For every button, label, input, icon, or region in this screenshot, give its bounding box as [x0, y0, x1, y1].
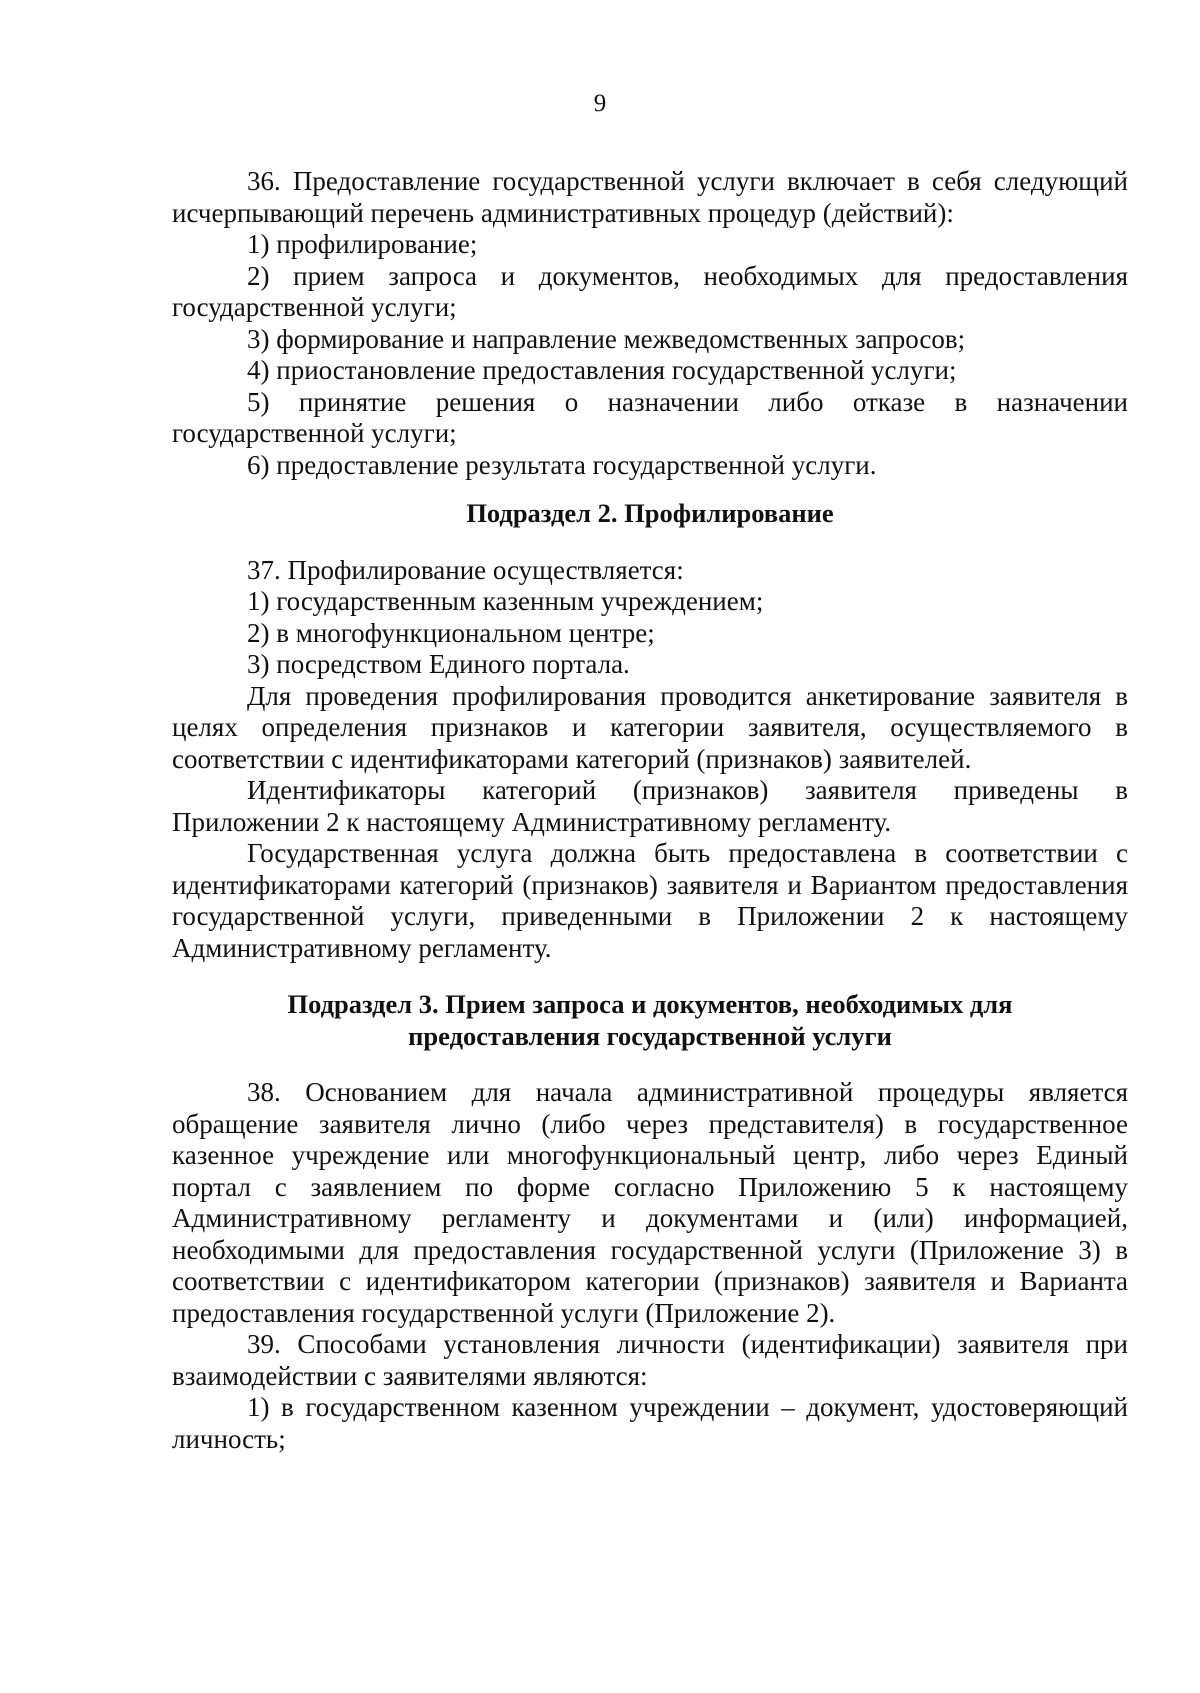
- list-item: 4) приостановление предоставления государственной услуги;: [247, 355, 957, 385]
- subsection-3-heading-line-1: Подраздел 3. Прием запроса и документов, необходимых для: [287, 989, 1013, 1019]
- subsection-2-heading: Подраздел 2. Профилирование: [466, 498, 834, 528]
- paragraph: Для проведения профилирования проводится анкетирование заявителя в целях определения признаков и категории заявителя, осуществляемого в соответствии с идентификаторами категорий (признаков) заявителей.: [172, 680, 1128, 774]
- list-item: 3) формирование и направление межведомственных запросов;: [247, 323, 966, 354]
- list-item: 1) в государственном казенном учреждении – документ, удостоверяющий личность;: [172, 1392, 1128, 1454]
- list-item: 1) профилирование;: [247, 229, 478, 259]
- paragraph: Идентификаторы категорий (признаков) заявителя приведены в Приложении 2 к настоящему Административному регламенту.: [172, 775, 1128, 837]
- paragraph-36: 36. Предоставление государственной услуги включает в себя следующий исчерпывающий перечень административных процедур (действий):: [172, 166, 1128, 228]
- spacer: [172, 481, 1128, 498]
- spacer: [172, 1052, 1128, 1077]
- page-number: 9: [593, 90, 607, 117]
- paragraph: Государственная услуга должна быть предоставлена в соответствии с идентификаторами категорий (признаков) заявителя и Вариантом предоставления государственной услуги, приведенными в Приложении 2 к настоящему Административному регламенту.: [172, 838, 1128, 963]
- paragraph-38: 38. Основанием для начала административной процедуры является обращение заявителя лично (либо через представителя) в государственное казенное учреждение или многофункциональный центр, либо через Единый портал с заявлением по форме согласно Приложению 5 к настоящему Административному регламенту и документами и (или) информацией, необходимыми для предоставления государственной услуги (Приложение 3) в соответствии с идентификатором категории (признаков) заявителя и Варианта предоставления государственной услуги (Приложение 2).: [172, 1077, 1128, 1328]
- paragraph-39: 39. Способами установления личности (идентификации) заявителя при взаимодействии с заявителями являются:: [172, 1329, 1128, 1391]
- list-item: 3) посредством Единого портала.: [247, 649, 630, 679]
- spacer: [172, 530, 1128, 555]
- list-item: 2) прием запроса и документов, необходимых для предоставления государственной услуги;: [172, 260, 1128, 322]
- document-body: [172, 166, 1128, 1455]
- spacer: [172, 964, 1128, 989]
- list-item: 2) в многофункциональном центре;: [247, 617, 655, 648]
- subsection-3-heading-line-2: предоставления государственной услуги: [408, 1020, 892, 1051]
- list-item: 5) принятие решения о назначении либо отказе в назначении государственной услуги;: [172, 386, 1128, 448]
- paragraph-37: 37. Профилирование осуществляется:: [247, 554, 684, 585]
- list-item: 1) государственным казенным учреждением;: [247, 586, 764, 616]
- list-item: 6) предоставление результата государственной услуги.: [247, 449, 877, 480]
